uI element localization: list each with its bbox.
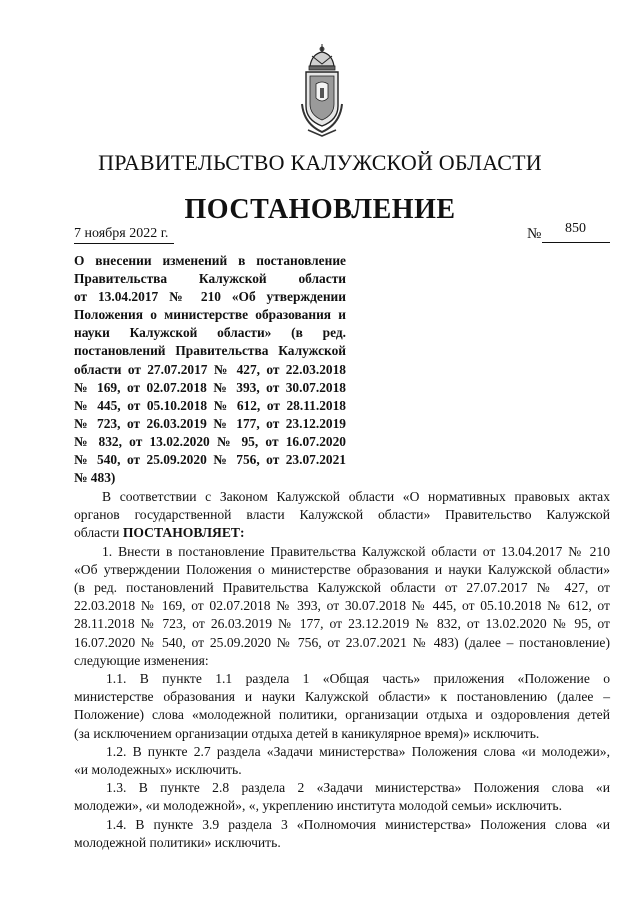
- subject-line: науки Калужской области» (в ред.: [74, 325, 346, 341]
- item-1-3: [74, 779, 610, 815]
- document-type-heading: ПОСТАНОВЛЕНИЕ: [184, 194, 456, 225]
- date-underline: [74, 243, 174, 244]
- number-label: №: [527, 226, 542, 242]
- coat-of-arms-emblem: [298, 44, 346, 139]
- item-line: министерстве образования и науки Калужской области» к постановлению (далее –: [74, 689, 610, 705]
- item-1: [74, 543, 610, 670]
- subject-line: постановлений Правительства Калужской: [74, 343, 346, 359]
- item-1-2: [74, 743, 610, 779]
- preamble: [74, 488, 610, 543]
- subject-line: Правительства Калужской области: [74, 271, 346, 287]
- item-line: (за исключением организации отдыха детей в каникулярное время)» исключить.: [74, 725, 540, 741]
- item-line: следующие изменения:: [74, 652, 209, 668]
- preamble-line: В соответствии с Законом Калужской области «О нормативных правовых актах: [102, 489, 610, 504]
- subject-line: Положения о министерстве образования и: [74, 307, 346, 323]
- subject-block: [74, 252, 346, 487]
- item-line: молодежной политики» исключить.: [74, 834, 281, 850]
- preamble-line: органов государственной власти Калужской области» Правительство Калужской: [74, 507, 610, 523]
- item-line: Положение) слова «молодежной политики, организации отдыха и оздоровления детей: [74, 707, 610, 723]
- item-line: 1.4. В пункте 3.9 раздела 3 «Полномочия министерства» Положения слова «и: [106, 816, 610, 832]
- subject-line: № 540, от 25.09.2020 № 756, от 23.07.2021: [74, 452, 346, 468]
- item-line: 1.3. В пункте 2.8 раздела 2 «Задачи министерства» Положения слова «и: [106, 780, 610, 796]
- preamble-text: области: [74, 525, 120, 541]
- subject-line: О внесении изменений в постановление: [74, 253, 346, 268]
- subject-line: № 483): [74, 470, 116, 486]
- item-line: 16.07.2020 № 540, от 25.09.2020 № 756, от 23.07.2021 № 483) (далее – постановление): [74, 634, 610, 650]
- item-1-1: [74, 670, 610, 743]
- item-line: «Об утверждении Положения о министерстве образования и науки Калужской области»: [74, 561, 610, 577]
- item-line: «и молодежных» исключить.: [74, 762, 242, 778]
- resolution-keyword: ПОСТАНОВЛЯЕТ:: [122, 525, 245, 541]
- subject-line: № 169, от 02.07.2018 № 393, от 30.07.2018: [74, 379, 346, 395]
- subject-line: от 13.04.2017 № 210 «Об утверждении: [74, 289, 346, 305]
- item-line: 22.03.2018 № 169, от 02.07.2018 № 393, от 30.07.2018 № 445, от 05.10.2018 № 612, от: [74, 598, 610, 614]
- government-title: ПРАВИТЕЛЬСТВО КАЛУЖСКОЙ ОБЛАСТИ: [98, 150, 542, 175]
- preamble-line: [74, 524, 610, 542]
- item-line: 1.2. В пункте 2.7 раздела «Задачи министерства» Положения слова «и молодежи»,: [106, 743, 610, 759]
- subject-line: № 832, от 13.02.2020 № 95, от 16.07.2020: [74, 433, 346, 449]
- number-underline: [542, 242, 610, 243]
- item-1-4: [74, 816, 610, 852]
- subject-line: № 445, от 05.10.2018 № 612, от 28.11.2018: [74, 397, 346, 413]
- subject-line: области от 27.07.2017 № 427, от 22.03.2018: [74, 361, 346, 377]
- document-date: 7 ноября 2022 г.: [74, 226, 169, 241]
- item-line: 1. Внести в постановление Правительства Калужской области от 13.04.2017 № 210: [102, 543, 610, 559]
- item-line: (в ред. постановлений Правительства Калужской области от 27.07.2017 № 427, от: [74, 580, 610, 596]
- subject-line: № 723, от 26.03.2019 № 177, от 23.12.2019: [74, 415, 346, 431]
- item-line: 28.11.2018 № 723, от 26.03.2019 № 177, от 23.12.2019 № 832, от 13.02.2020 № 95, от: [74, 616, 610, 632]
- item-line: 1.1. В пункте 1.1 раздела 1 «Общая часть» приложения «Положение о: [106, 671, 610, 687]
- document-body: [74, 488, 610, 852]
- item-line: молодежи», «и молодежной», «, укреплению института молодой семьи» исключить.: [74, 798, 562, 814]
- document-number: 850: [565, 221, 586, 236]
